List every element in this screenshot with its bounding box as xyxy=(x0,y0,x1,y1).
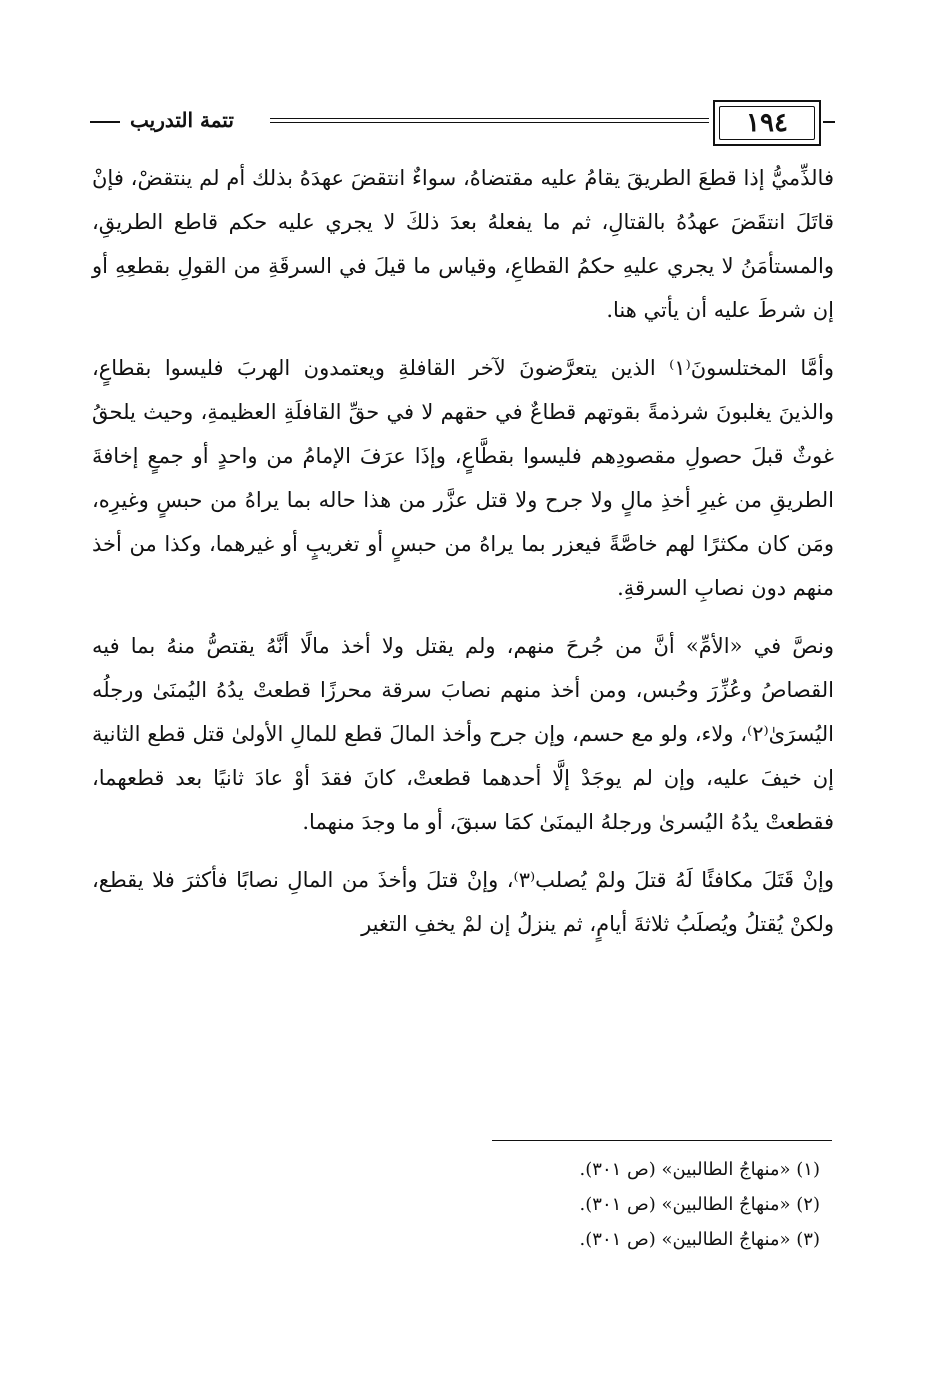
page-header xyxy=(90,100,835,150)
paragraph-4: وإنْ قَتَلَ مكافئًا لَهُ قتلَ ولمْ يُصلب⁽٣⁾، وإنْ قتلَ وأخذَ من المالِ نصابًا فأكثرَ فلا يقطع، ولكنْ يُقتلُ ويُصلَبُ ثلاثةَ أيامٍ، ثم ينزلُ إن لمْ يخفِ التغير xyxy=(92,868,834,936)
paragraph-1: فالذِّميُّ إذا قطعَ الطريقَ يقامُ عليه مقتضاهُ، سواءٌ انتقضَ عهدَهُ بذلك أم لم ينتقضْ، فإنْ قاتَلَ انتقَضَ عهدُهُ بالقتالِ، ثم ما يفعلهُ بعدَ ذلكَ لا يجري عليه حكم قاطع الطريقِ، والمستأمَنُ لا يجري عليهِ حكمُ القطاعِ، وقياس ما قيلَ في السرقَةِ من القولِ بقطعِهِ أو إن شرطَ عليه أن يأتي هنا. xyxy=(92,166,834,322)
header-left-dash xyxy=(90,121,120,123)
footnotes xyxy=(90,1152,820,1257)
footnote-2: (٢) «منهاجُ الطالبين» (ص ٣٠١). xyxy=(579,1194,820,1215)
main-text xyxy=(92,156,834,960)
footnote-1: (١) «منهاجُ الطالبين» (ص ٣٠١). xyxy=(579,1159,820,1180)
paragraph-3: ونصَّ في «الأمِّ» أنَّ من جُرحَ منهم، ولم يقتل ولا أخذ مالًا أنَّهُ يقتصُّ منهُ بما فيه القصاصُ وعُزِّرَ وحُبس، ومن أخذ منهم نصابَ سرقة محرزًا قطعتْ يدُهُ اليُمنَىٰ ورجلُه اليُسرَىٰ⁽٢⁾، ولاء، ولو مع حسم، وإن جرح وأخذ المالَ قطع للمالِ الأولىٰ قتل قطع الثانية إن خيفَ عليه، وإن لم يوجَدْ إلَّا أحدهما قطعتْ، كانَ فقدَ أوْ عادَ ثانيًا بعد قطعهما، فقطعتْ يدُهُ اليُسرىٰ ورجلهُ اليمنَىٰ كمَا سبقَ، أو ما وجدَ منهما. xyxy=(92,634,834,834)
header-right-dash xyxy=(823,121,835,123)
running-title: تتمة التدريب xyxy=(130,108,234,132)
page-number: ١٩٤ xyxy=(719,106,815,140)
page-number-box xyxy=(713,100,821,146)
header-rule xyxy=(270,118,709,123)
footnote-3: (٣) «منهاجُ الطالبين» (ص ٣٠١). xyxy=(579,1229,820,1250)
paragraph-2: وأمَّا المختلسونَ⁽١⁾ الذين يتعرَّضونَ لآخر القافلةِ ويعتمدون الهربَ فليسوا بقطاعٍ، والذينَ يغلبونَ شرذمةً بقوتهم قطاعٌ في حقهم لا في حقِّ القافلَةِ العظيمةِ، وحيث يلحقُ غوثٌ قبلَ حصولِ مقصودِهم فليسوا بقطَّاعٍ، وإذَا عرَفَ الإمامُ من واحدٍ أو جمعٍ إخافةَ الطريقِ من غيرِ أخذِ مالٍ ولا جرح ولا قتل عزَّر من هذا حاله بما يراهُ من حبسٍ وغيرِه، ومَن كان مكثرًا لهم خاصَّةً فيعزر بما يراهُ من حبسٍ أو تغريبٍ أو غيرهما، وكذا من أخذ منهم دون نصابِ السرقةِ. xyxy=(92,356,834,600)
